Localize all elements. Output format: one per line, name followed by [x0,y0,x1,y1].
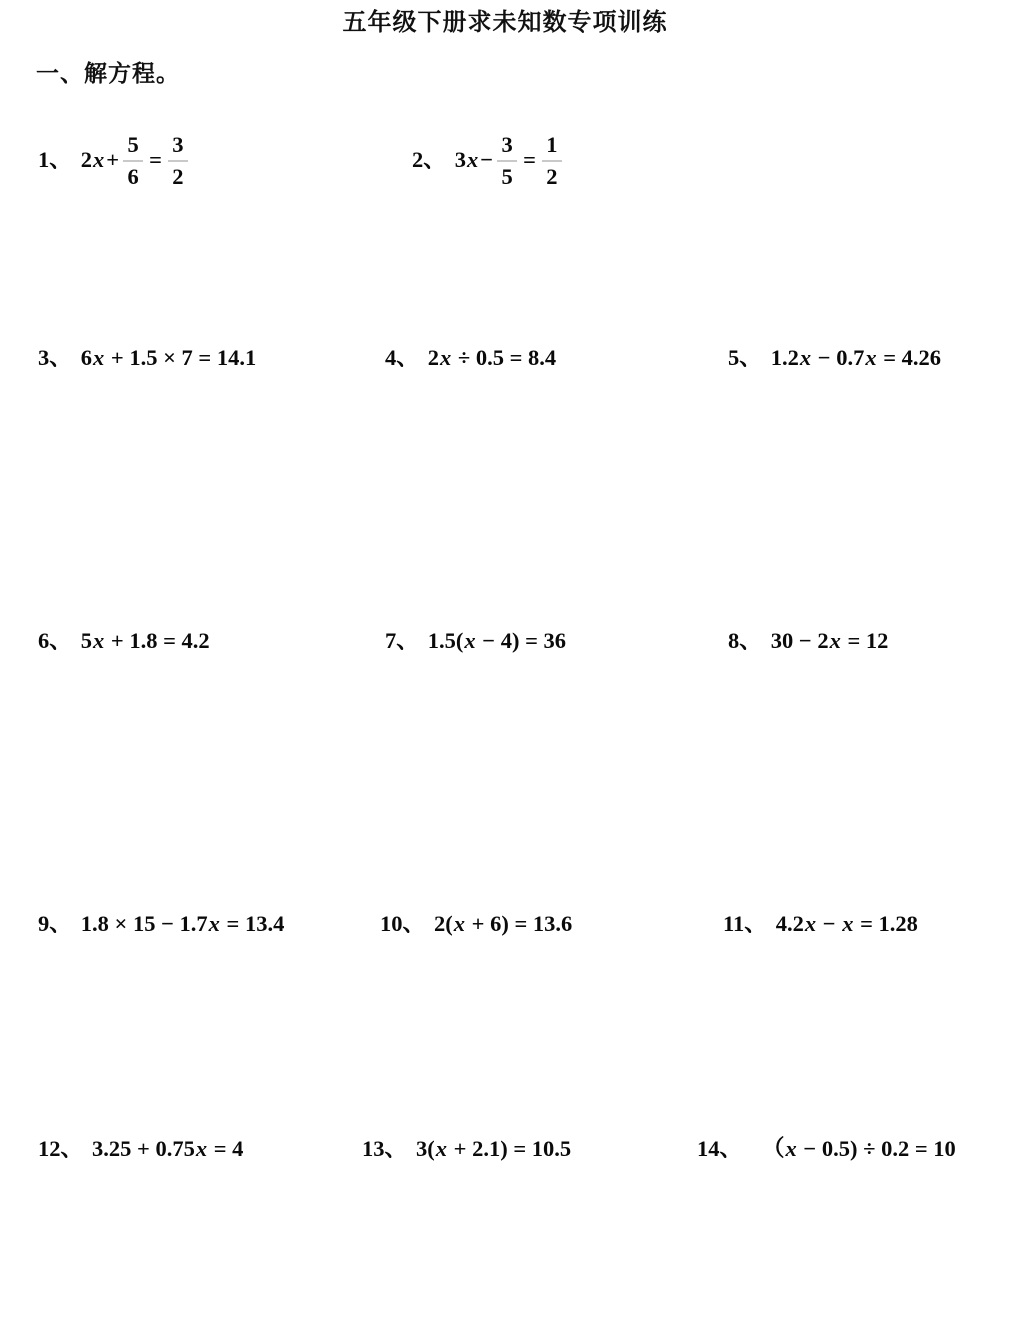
variable-x: x [435,1136,448,1161]
problem-4-expression: 2x ÷ 0.5 = 8.4 [427,345,557,370]
variable-x: x [208,911,220,936]
problem-8 [728,626,888,656]
problem-1-rhs-fraction [168,131,188,191]
problem-14 [697,1134,956,1164]
problem-10-number: 10、 [380,911,426,936]
problem-7-expression: 1.5(x − 4) = 36 [427,628,567,653]
section-heading: 一、解方程。 [36,60,180,87]
problem-2-lhs-fraction [497,131,517,191]
fraction-bar-icon [542,160,562,162]
variable-x: x [829,628,841,653]
problem-13 [362,1134,571,1164]
problem-2-operator: − [480,147,494,173]
problem-14-expression: （x − 0.5) ÷ 0.2 = 10 [762,1136,956,1161]
variable-x: x [195,1136,208,1161]
page-title: 五年级下册求未知数专项训练 [342,7,668,36]
problem-2 [412,132,565,192]
fraction-denominator: 6 [127,164,139,189]
problem-8-expression: 30 − 2x = 12 [770,628,889,653]
problem-1-operator: + [106,147,120,173]
fraction-numerator: 1 [546,132,558,157]
problem-10 [380,909,572,939]
problem-2-number: 2、 [412,147,446,173]
fraction-denominator: 2 [546,164,558,189]
problem-11 [723,909,918,939]
problem-9-expression: 1.8 × 15 − 1.7x = 13.4 [80,911,285,936]
variable-x: x [440,345,452,370]
fraction-bar-icon [497,160,517,162]
variable-x: x [865,345,877,370]
problem-13-expression: 3(x + 2.1) = 10.5 [416,1136,572,1161]
variable-x: x [464,628,476,653]
problem-3-number: 3、 [38,345,72,370]
problem-5-number: 5、 [728,345,762,370]
problem-12 [38,1134,243,1164]
problem-14-number: 14、 [697,1136,743,1161]
variable-x: x [93,345,105,370]
fraction-numerator: 3 [501,132,513,157]
problem-1-coefficient: 2 [80,147,93,173]
variable-x: x [842,911,854,936]
fraction-numerator: 3 [172,132,184,157]
problem-11-expression: 4.2x − x = 1.28 [775,911,918,936]
problem-2-rhs-fraction [542,131,562,191]
problem-5-expression: 1.2x − 0.7x = 4.26 [770,345,942,370]
problem-4-number: 4、 [385,345,419,370]
problem-13-number: 13、 [362,1136,408,1161]
problem-6-number: 6、 [38,628,72,653]
problem-6-expression: 5x + 1.8 = 4.2 [80,628,210,653]
problem-8-number: 8、 [728,628,762,653]
problem-12-expression: 3.25 + 0.75x = 4 [92,1136,244,1161]
problem-2-equals: = [523,147,536,173]
problem-2-variable: x [467,147,479,173]
fraction-denominator: 5 [501,164,513,189]
problem-11-number: 11、 [723,911,767,936]
variable-x: x [453,911,466,936]
variable-x: x [799,345,812,370]
fraction-denominator: 2 [172,164,184,189]
variable-x: x [93,628,105,653]
fraction-bar-icon [123,160,143,162]
problem-9 [38,909,284,939]
fraction-bar-icon [168,160,188,162]
problem-3 [38,343,256,373]
problem-1 [38,132,191,192]
problem-6 [38,626,210,656]
problem-10-expression: 2(x + 6) = 13.6 [434,911,573,936]
problem-1-variable: x [93,147,105,173]
problem-4 [385,343,556,373]
problem-5 [728,343,941,373]
problem-1-equals: = [149,147,162,173]
problem-1-number: 1、 [38,147,72,173]
fraction-numerator: 5 [127,132,139,157]
problem-1-lhs-fraction [123,131,143,191]
problem-9-number: 9、 [38,911,72,936]
problem-3-expression: 6x + 1.5 × 7 = 14.1 [80,345,257,370]
problem-7-number: 7、 [385,628,419,653]
variable-x: x [804,911,817,936]
variable-x: x [785,1136,797,1161]
problem-7 [385,626,566,656]
problem-2-coefficient: 3 [454,147,467,173]
problem-12-number: 12、 [38,1136,84,1161]
